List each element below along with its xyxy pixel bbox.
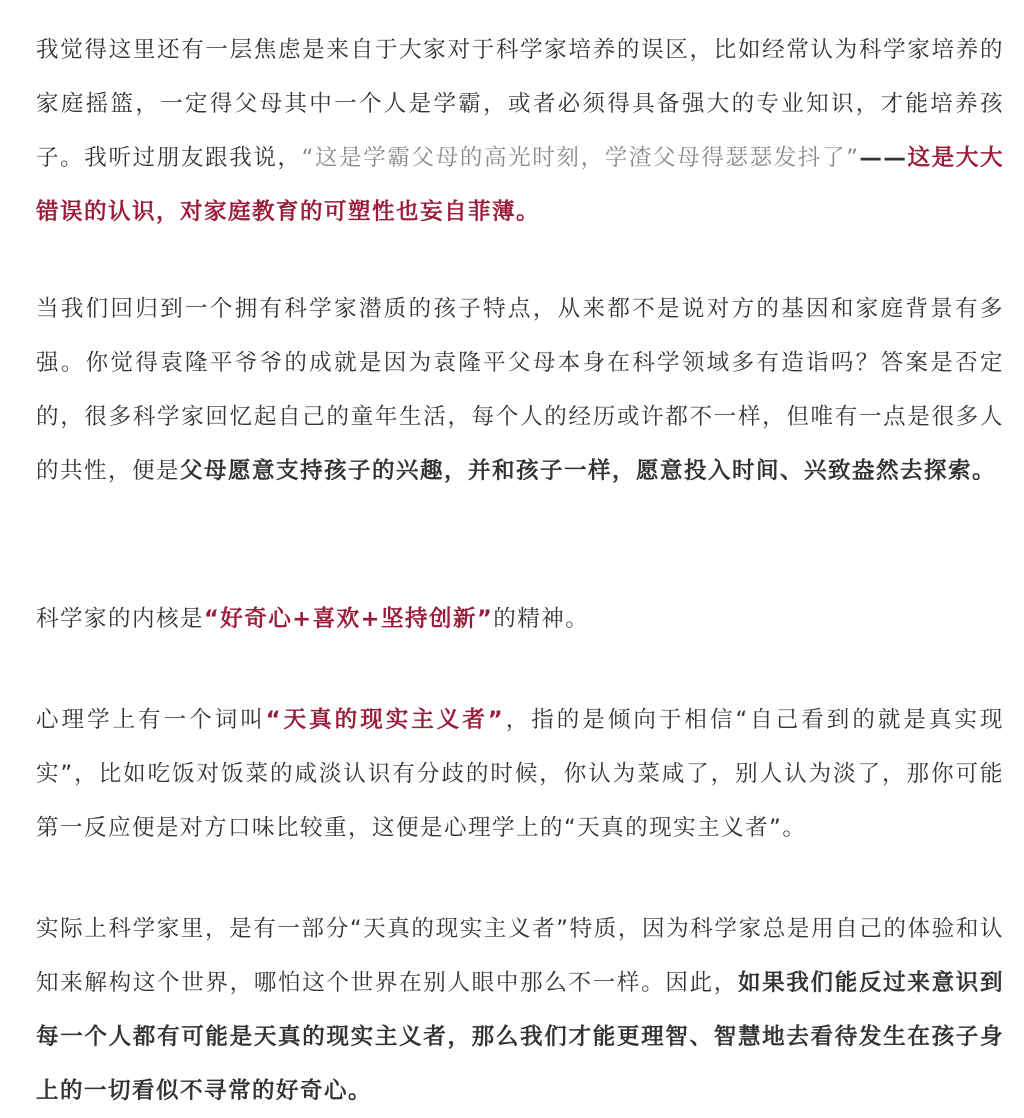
paragraph-4-text-end: ，指的是倾向于相信“自己看到的就是真实现实”，比如吃饭对饭菜的咸淡认识有分歧的时候，你认为菜咸了，别人认为淡了，那你可能第一反应便是对方口味比较重，这便是心理学上的“天真的现实主义者”。 [36,707,1004,841]
emphasis-naive-realist: “天真的现实主义者” [265,707,505,733]
emphasis-conclusion: 如果我们能反过来意识到每一个人都有可能是天真的现实主义者，那么我们才能更理智、智慧地去看待发生在孩子身上的一切看似不寻常的好奇心。 [36,970,1004,1104]
paragraph-2-text: 当我们回归到一个拥有科学家潜质的孩子特点，从来都不是说对方的基因和家庭背景有多强。你觉得袁隆平爷爷的成就是因为袁隆平父母本身在科学领域多有造诣吗？答案是否定的，很多科学家回忆起自己的童年生活，每个人的经历或许都不一样，但唯有一点是很多人的共性，便是 [36,296,1004,484]
paragraph-1 [36,23,1004,239]
paragraph-3 [36,592,1004,646]
paragraph-3-text-end: 的精神。 [493,606,590,632]
paragraph-4 [36,693,1004,855]
paragraph-4-text-start: 心理学上有一个词叫 [36,707,266,733]
em-dash: —— [859,145,908,171]
emphasis-scientist-core: “好奇心+喜欢+坚持创新” [204,606,494,632]
paragraph-1-text: 我觉得这里还有一层焦虑是来自于大家对于科学家培养的误区，比如经常认为科学家培养的家庭摇篮，一定得父母其中一个人是学霸，或者必须得具备强大的专业知识，才能培养孩子。我听过朋友跟我说， [36,37,1004,171]
emphasis-wrong-belief: 这是大大错误的认识，对家庭教育的可塑性也妄自菲薄。 [36,145,1004,225]
paragraph-2 [36,282,1004,498]
paragraph-5-text: 实际上科学家里，是有一部分“天真的现实主义者”特质，因为科学家总是用自己的体验和认知来解构这个世界，哪怕这个世界在别人眼中那么不一样。因此， [36,916,1004,996]
paragraph-5 [36,902,1004,1118]
paragraph-3-text-start: 科学家的内核是 [36,606,205,632]
emphasis-parent-support: 父母愿意支持孩子的兴趣，并和孩子一样，愿意投入时间、兴致盎然去探索。 [180,458,997,484]
friend-quote: “这是学霸父母的高光时刻，学渣父母得瑟瑟发抖了” [301,145,860,171]
